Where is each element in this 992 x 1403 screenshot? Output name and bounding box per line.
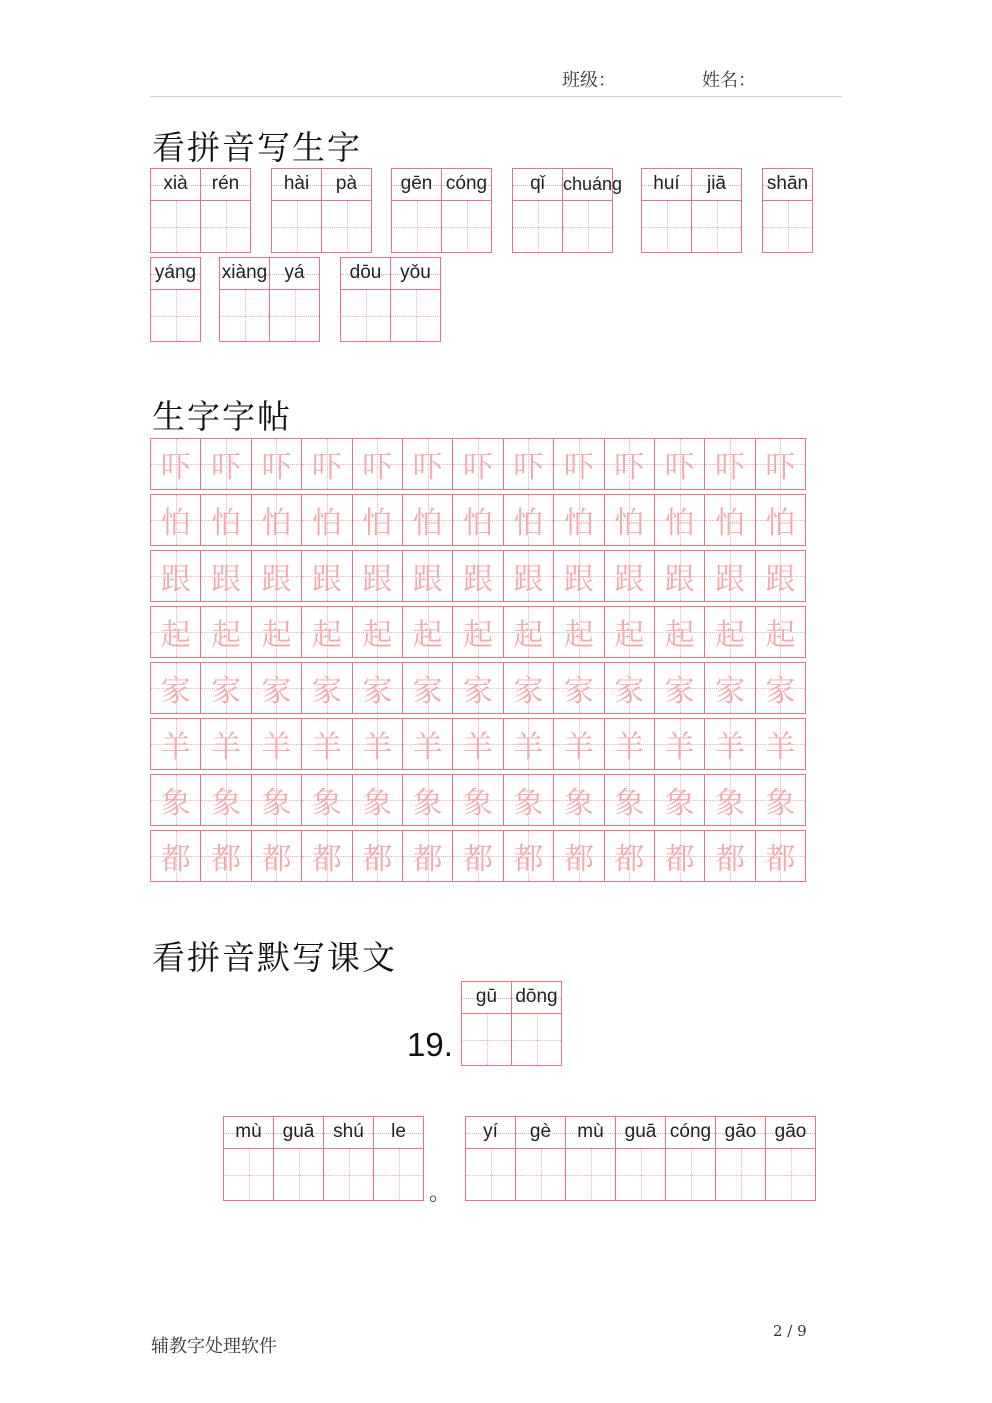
tracing-character: 起 [412,618,443,653]
tracing-cell[interactable] [704,662,755,714]
sentence-period: 。 [429,1181,452,1206]
tracing-character: 家 [664,674,695,709]
tracing-character: 象 [513,786,544,821]
tracing-character: 羊 [714,730,745,765]
tracing-cell[interactable] [150,718,201,770]
tracing-character: 象 [563,786,594,821]
tracing-cell[interactable] [200,662,251,714]
tracing-character: 怕 [261,506,292,541]
tracing-character: 家 [211,674,242,709]
tracing-cell[interactable] [553,662,604,714]
tracing-cell[interactable] [251,774,302,826]
tracing-character: 羊 [765,730,796,765]
pinyin-group [391,168,492,253]
tracing-character: 起 [614,618,645,653]
lesson-number: 19. [407,1026,453,1063]
pinyin-label: shān [766,173,809,194]
pinyin-label: huí [653,173,680,194]
pinyin-group [762,168,813,253]
writing-box[interactable] [616,1149,665,1200]
tracing-cell[interactable] [301,438,352,490]
copybook-row [150,438,806,490]
writing-box[interactable] [763,201,812,252]
footer-software-name: 辅教字处理软件 [151,1336,277,1357]
tracing-cell[interactable] [301,662,352,714]
tracing-cell[interactable] [704,550,755,602]
writing-box[interactable] [516,1149,565,1200]
copybook-row [150,662,806,714]
tracing-cell[interactable] [704,494,755,546]
tracing-character: 怕 [463,506,494,541]
tracing-character: 象 [714,786,745,821]
pinyin-label: mù [577,1121,604,1142]
tracing-character: 家 [714,674,745,709]
tracing-character: 怕 [311,506,342,541]
tracing-cell[interactable] [301,606,352,658]
tracing-cell[interactable] [755,494,806,546]
tracing-cell[interactable] [402,830,453,882]
tracing-cell[interactable] [352,830,403,882]
tracing-character: 跟 [311,562,342,597]
tracing-cell[interactable] [503,774,554,826]
tracing-cell[interactable] [150,438,201,490]
tracing-cell[interactable] [150,662,201,714]
pinyin-label: gāo [774,1121,807,1142]
tracing-character: 都 [362,842,393,877]
writing-box[interactable] [462,1014,511,1065]
tracing-cell[interactable] [654,494,705,546]
tracing-character: 羊 [563,730,594,765]
tracing-cell[interactable] [150,774,201,826]
tracing-character: 家 [614,674,645,709]
tracing-cell[interactable] [452,774,503,826]
tracing-character: 羊 [463,730,494,765]
tracing-character: 跟 [211,562,242,597]
tracing-character: 跟 [664,562,695,597]
tracing-character: 吓 [211,450,242,485]
tracing-character: 起 [563,618,594,653]
tracing-cell[interactable] [402,774,453,826]
tracing-cell[interactable] [452,606,503,658]
tracing-character: 都 [311,842,342,877]
tracing-character: 象 [664,786,695,821]
tracing-cell[interactable] [503,438,554,490]
tracing-cell[interactable] [352,494,403,546]
tracing-character: 跟 [463,562,494,597]
tracing-cell[interactable] [755,774,806,826]
tracing-cell[interactable] [251,662,302,714]
tracing-character: 象 [765,786,796,821]
tracing-character: 都 [714,842,745,877]
tracing-cell[interactable] [200,494,251,546]
tracing-character: 象 [211,786,242,821]
tracing-cell[interactable] [251,550,302,602]
tracing-cell[interactable] [503,606,554,658]
tracing-cell[interactable] [402,494,453,546]
tracing-character: 起 [714,618,745,653]
pinyin-label: yí [483,1121,498,1142]
tracing-cell[interactable] [352,718,403,770]
tracing-cell[interactable] [704,774,755,826]
tracing-character: 吓 [664,450,695,485]
writing-box[interactable] [666,1149,715,1200]
tracing-cell[interactable] [604,830,655,882]
tracing-cell[interactable] [452,718,503,770]
pinyin-label: xiàng [221,262,268,283]
tracing-cell[interactable] [301,774,352,826]
tracing-cell[interactable] [604,662,655,714]
tracing-cell[interactable] [452,438,503,490]
writing-box[interactable] [512,1014,561,1065]
copybook-row [150,774,806,826]
tracing-cell[interactable] [604,550,655,602]
pinyin-label: pà [335,173,358,194]
tracing-character: 跟 [765,562,796,597]
writing-box[interactable] [716,1149,765,1200]
tracing-character: 都 [160,842,191,877]
copybook-row [150,830,806,882]
sentence-pinyin-group [465,1116,816,1201]
tracing-character: 跟 [160,562,191,597]
tracing-cell[interactable] [150,606,201,658]
tracing-character: 吓 [311,450,342,485]
tracing-cell[interactable] [150,550,201,602]
writing-box[interactable] [692,201,741,252]
tracing-character: 吓 [614,450,645,485]
tracing-character: 羊 [362,730,393,765]
tracing-character: 吓 [765,450,796,485]
tracing-character: 起 [513,618,544,653]
tracing-cell[interactable] [755,550,806,602]
pinyin-label: jiā [706,173,726,194]
header-divider [150,96,842,97]
tracing-cell[interactable] [452,494,503,546]
tracing-cell[interactable] [553,830,604,882]
pinyin-label: guā [282,1121,315,1142]
tracing-character: 家 [765,674,796,709]
writing-box[interactable] [224,1149,273,1200]
writing-box[interactable] [220,290,269,341]
tracing-cell[interactable] [755,606,806,658]
tracing-cell[interactable] [301,718,352,770]
tracing-character: 羊 [261,730,292,765]
tracing-character: 怕 [563,506,594,541]
pinyin-label: cóng [669,1121,712,1142]
pinyin-group [340,257,441,342]
tracing-character: 家 [463,674,494,709]
tracing-cell[interactable] [553,718,604,770]
pinyin-label: le [391,1121,406,1142]
pinyin-label: xià [163,173,188,194]
writing-box[interactable] [392,201,441,252]
tracing-cell[interactable] [553,438,604,490]
tracing-cell[interactable] [503,662,554,714]
copybook-row [150,494,806,546]
pinyin-label: gè [529,1121,552,1142]
writing-box[interactable] [566,1149,615,1200]
tracing-cell[interactable] [200,606,251,658]
tracing-cell[interactable] [654,774,705,826]
tracing-cell[interactable] [755,662,806,714]
tracing-character: 跟 [261,562,292,597]
pinyin-label: mù [235,1121,262,1142]
tracing-cell[interactable] [301,494,352,546]
page-indicator: 2 / 9 [773,1322,807,1340]
writing-box[interactable] [201,201,250,252]
tracing-character: 起 [160,618,191,653]
writing-box[interactable] [270,290,319,341]
pinyin-label: yǒu [400,262,431,283]
pinyin-section-title: 看拼音写生字 [152,128,362,167]
pinyin-label: shú [333,1121,364,1142]
writing-box[interactable] [466,1149,515,1200]
tracing-character: 怕 [211,506,242,541]
copybook-section-title: 生字字帖 [152,397,292,436]
tracing-character: 羊 [664,730,695,765]
pinyin-label: rén [211,173,240,194]
tracing-cell[interactable] [352,774,403,826]
tracing-cell[interactable] [402,718,453,770]
tracing-character: 吓 [513,450,544,485]
writing-box[interactable] [272,201,321,252]
tracing-cell[interactable] [402,550,453,602]
tracing-cell[interactable] [604,438,655,490]
tracing-character: 都 [412,842,443,877]
tracing-character: 跟 [714,562,745,597]
tracing-cell[interactable] [402,438,453,490]
tracing-cell[interactable] [553,550,604,602]
writing-box[interactable] [563,201,612,252]
copybook-row [150,606,806,658]
tracing-character: 怕 [714,506,745,541]
tracing-cell[interactable] [402,606,453,658]
tracing-cell[interactable] [704,438,755,490]
tracing-character: 都 [664,842,695,877]
pinyin-group [150,257,201,342]
pinyin-group [512,168,623,253]
tracing-character: 怕 [765,506,796,541]
writing-box[interactable] [341,290,390,341]
tracing-cell[interactable] [301,830,352,882]
copybook-row [150,550,806,602]
pinyin-label: chuáng [563,174,623,194]
tracing-character: 起 [211,618,242,653]
writing-box[interactable] [324,1149,373,1200]
tracing-cell[interactable] [755,718,806,770]
tracing-character: 起 [261,618,292,653]
tracing-character: 家 [412,674,443,709]
pinyin-label: gāo [724,1121,757,1142]
tracing-character: 都 [563,842,594,877]
tracing-character: 跟 [563,562,594,597]
pinyin-label: qǐ [530,173,545,194]
tracing-character: 羊 [311,730,342,765]
tracing-character: 跟 [362,562,393,597]
tracing-cell[interactable] [704,606,755,658]
tracing-character: 都 [211,842,242,877]
tracing-character: 怕 [614,506,645,541]
tracing-cell[interactable] [755,438,806,490]
tracing-cell[interactable] [402,662,453,714]
tracing-character: 象 [614,786,645,821]
tracing-character: 羊 [614,730,645,765]
tracing-cell[interactable] [200,830,251,882]
tracing-cell[interactable] [251,438,302,490]
tracing-cell[interactable] [654,606,705,658]
tracing-character: 都 [463,842,494,877]
writing-box[interactable] [322,201,371,252]
tracing-cell[interactable] [352,438,403,490]
tracing-character: 都 [614,842,645,877]
tracing-cell[interactable] [604,606,655,658]
tracing-character: 家 [311,674,342,709]
tracing-character: 怕 [362,506,393,541]
pinyin-group [219,257,320,342]
tracing-cell[interactable] [150,494,201,546]
tracing-cell[interactable] [352,550,403,602]
tracing-character: 怕 [513,506,544,541]
tracing-cell[interactable] [654,662,705,714]
tracing-cell[interactable] [553,774,604,826]
tracing-character: 吓 [463,450,494,485]
tracing-character: 吓 [362,450,393,485]
name-label: 姓名： [702,70,756,91]
tracing-character: 象 [311,786,342,821]
tracing-character: 羊 [412,730,443,765]
tracing-character: 吓 [160,450,191,485]
pinyin-label: yáng [154,262,197,283]
tracing-character: 怕 [664,506,695,541]
tracing-cell[interactable] [704,830,755,882]
writing-box[interactable] [391,290,440,341]
writing-box[interactable] [442,201,491,252]
tracing-cell[interactable] [604,494,655,546]
writing-box[interactable] [642,201,691,252]
tracing-character: 跟 [614,562,645,597]
pinyin-label: yá [284,262,305,283]
tracing-cell[interactable] [654,438,705,490]
pinyin-label: gū [475,986,498,1007]
tracing-cell[interactable] [200,438,251,490]
writing-box[interactable] [513,201,562,252]
tracing-cell[interactable] [654,718,705,770]
tracing-character: 家 [261,674,292,709]
tracing-character: 怕 [160,506,191,541]
tracing-character: 家 [513,674,544,709]
pinyin-group [271,168,372,253]
tracing-character: 家 [563,674,594,709]
writing-box[interactable] [151,290,200,341]
pinyin-label: dōu [349,262,382,283]
tracing-cell[interactable] [200,550,251,602]
tracing-character: 家 [362,674,393,709]
tracing-character: 吓 [714,450,745,485]
writing-box[interactable] [151,201,200,252]
writing-box[interactable] [374,1149,423,1200]
pinyin-label: hài [283,173,310,194]
pinyin-label: dōng [515,986,558,1007]
tracing-character: 羊 [211,730,242,765]
pinyin-label: cóng [445,173,488,194]
tracing-cell[interactable] [704,718,755,770]
tracing-cell[interactable] [604,774,655,826]
tracing-character: 起 [664,618,695,653]
pinyin-label: guā [624,1121,657,1142]
tracing-cell[interactable] [503,494,554,546]
copybook-row [150,718,806,770]
tracing-character: 起 [362,618,393,653]
tracing-character: 都 [261,842,292,877]
tracing-cell[interactable] [503,550,554,602]
title-pinyin-group [461,981,562,1066]
tracing-character: 象 [362,786,393,821]
tracing-cell[interactable] [352,662,403,714]
tracing-character: 象 [463,786,494,821]
tracing-character: 吓 [261,450,292,485]
tracing-cell[interactable] [352,606,403,658]
tracing-character: 都 [513,842,544,877]
tracing-cell[interactable] [452,550,503,602]
tracing-character: 跟 [513,562,544,597]
tracing-cell[interactable] [251,606,302,658]
tracing-cell[interactable] [200,718,251,770]
tracing-cell[interactable] [654,550,705,602]
tracing-character: 羊 [160,730,191,765]
pinyin-group [150,168,251,253]
tracing-cell[interactable] [251,718,302,770]
writing-box[interactable] [766,1149,815,1200]
dictation-section-title: 看拼音默写课文 [152,938,397,977]
tracing-cell[interactable] [604,718,655,770]
tracing-character: 象 [412,786,443,821]
tracing-character: 都 [765,842,796,877]
tracing-cell[interactable] [251,494,302,546]
tracing-cell[interactable] [452,662,503,714]
tracing-cell[interactable] [200,774,251,826]
tracing-character: 起 [765,618,796,653]
tracing-cell[interactable] [452,830,503,882]
pinyin-label: gēn [400,173,433,194]
tracing-cell[interactable] [503,830,554,882]
tracing-cell[interactable] [553,494,604,546]
tracing-character: 起 [311,618,342,653]
tracing-cell[interactable] [251,830,302,882]
tracing-cell[interactable] [150,830,201,882]
tracing-character: 象 [261,786,292,821]
tracing-character: 吓 [412,450,443,485]
sentence-pinyin-group [223,1116,424,1201]
tracing-cell[interactable] [654,830,705,882]
writing-box[interactable] [274,1149,323,1200]
tracing-character: 吓 [563,450,594,485]
tracing-character: 象 [160,786,191,821]
class-label: 班级： [562,70,616,91]
tracing-character: 跟 [412,562,443,597]
tracing-cell[interactable] [755,830,806,882]
tracing-cell[interactable] [553,606,604,658]
tracing-character: 羊 [513,730,544,765]
tracing-cell[interactable] [301,550,352,602]
tracing-character: 怕 [412,506,443,541]
tracing-character: 家 [160,674,191,709]
tracing-character: 起 [463,618,494,653]
pinyin-group [641,168,742,253]
tracing-cell[interactable] [503,718,554,770]
